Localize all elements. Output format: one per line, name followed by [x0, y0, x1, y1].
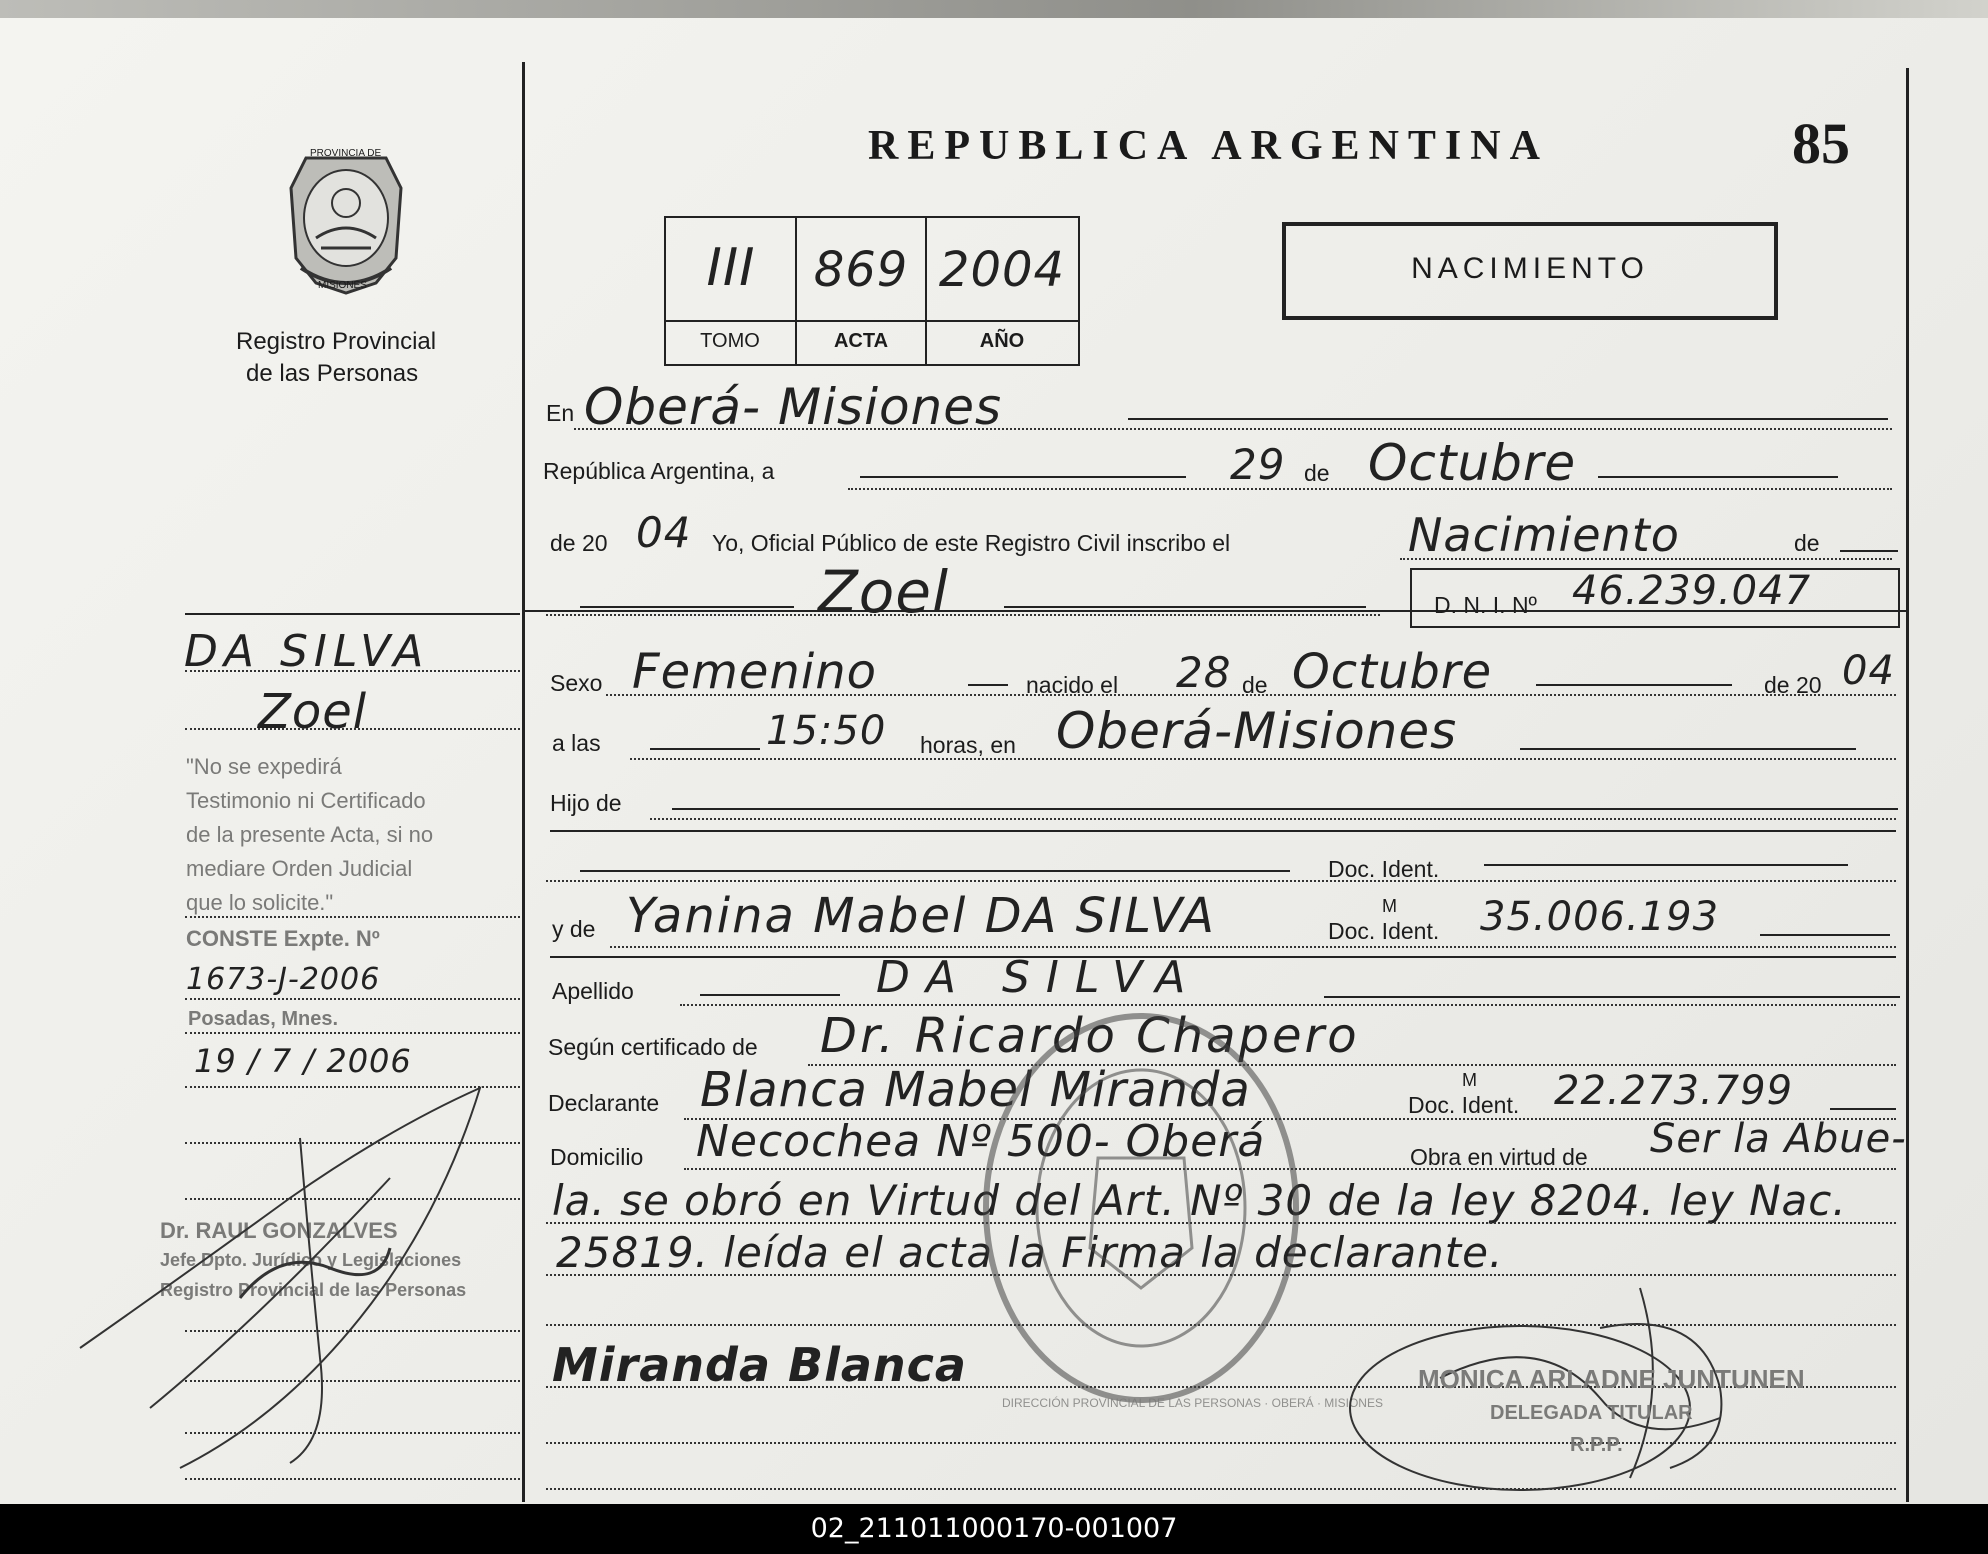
place-value: Oberá- Misiones: [584, 378, 1003, 436]
birth-de-label: de: [1242, 672, 1268, 698]
event-value: Nacimiento: [1408, 508, 1680, 562]
month-value: Octubre: [1368, 434, 1577, 492]
father-doc-value-line: [1484, 864, 1848, 866]
obra-text-2: la. se obró en Virtud del Art. Nº 30 de la ley 8204. ley Nac.: [552, 1176, 1847, 1225]
registry-name-line2: de las Personas: [246, 360, 419, 387]
anio-label: AÑO: [979, 330, 1025, 352]
margin-note-line-4: mediare Orden Judicial: [186, 856, 413, 881]
margin-official-org: Registro Provincial de las Personas: [160, 1280, 467, 1300]
child-name-line-left: [580, 606, 794, 608]
province-seal: [276, 148, 416, 298]
tomo-label: TOMO: [700, 330, 760, 352]
dni-value: 46.239.047: [1572, 568, 1812, 614]
seal-bottom-text: MISIONES: [318, 280, 367, 291]
declarante-doc: 22.273.799: [1554, 1068, 1794, 1114]
sexo-value: Femenino: [632, 644, 877, 700]
apellido-line-left: [700, 994, 840, 996]
dni-label: D. N. I. Nº: [1434, 592, 1537, 618]
day-value: 29: [1230, 440, 1286, 489]
father-line-2: [550, 830, 1896, 832]
margin-expte: 1673-J-2006: [186, 962, 381, 997]
declarante-label: Declarante: [548, 1090, 660, 1116]
margin-official-name: Dr. RAUL GONZALVES: [160, 1218, 398, 1243]
obra-text-1: Ser la Abue-: [1650, 1116, 1907, 1162]
birth-month-line: [1536, 684, 1732, 686]
margin-line-3: [185, 916, 520, 918]
apellido-dots: [680, 1004, 1896, 1006]
margin-surname: DA SILVA: [184, 626, 430, 677]
birth-place: Oberá-Misiones: [1056, 702, 1458, 760]
registry-name-line1: Registro Provincial: [236, 328, 437, 355]
hijo-label: Hijo de: [550, 790, 622, 816]
father-line: [672, 808, 1898, 810]
mother-doc-line: [1760, 934, 1890, 936]
acta-label: ACTA: [833, 330, 889, 352]
record-type: NACIMIENTO: [1411, 252, 1649, 285]
father-dots: [650, 818, 1896, 820]
sexo-dots: [606, 694, 1896, 696]
en-label: En: [546, 400, 575, 426]
right-border: [1906, 68, 1909, 1502]
apellido-value: DA SILVA: [876, 952, 1202, 1003]
yo-text: Yo, Oficial Público de este Registro Civil inscribo el: [712, 530, 1231, 556]
nacido-label: nacido el: [1026, 672, 1119, 698]
republica-dots: [848, 488, 1892, 490]
margin-note-line-1: "No se expedirá: [186, 754, 342, 779]
margin-note-line-5: que lo solicite.": [186, 890, 334, 915]
domicilio-value: Necochea Nº 500- Oberá: [696, 1116, 1266, 1167]
child-name: Zoel: [818, 558, 950, 626]
margin-line-2: [185, 728, 520, 730]
horas-label: horas, en: [920, 732, 1016, 758]
y-de-label: y de: [552, 916, 596, 942]
mother-dots: [610, 946, 1896, 948]
doc-ident-label-3: Doc. Ident.: [1408, 1092, 1520, 1118]
margin-date: 19 / 7 / 2006: [194, 1042, 412, 1080]
apellido-label: Apellido: [552, 978, 634, 1004]
certificate-page: [0, 18, 1988, 1504]
margin-given-name: Zoel: [258, 684, 368, 740]
obra-text-3: 25819. leída el acta la Firma la declarante.: [556, 1228, 1504, 1277]
image-code-bar: [0, 1504, 1988, 1554]
anio-value: 2004: [938, 242, 1066, 298]
page-number: 85: [1792, 111, 1850, 176]
doctor-name: Dr. Ricardo Chapero: [820, 1008, 1360, 1064]
child-name-line-right: [1004, 606, 1366, 608]
event-line: [1840, 550, 1898, 552]
sexo-line: [968, 684, 1008, 686]
declarante-doc-line: [1830, 1108, 1896, 1110]
margin-note-line-2: Testimonio ni Certificado: [186, 788, 426, 813]
republica-label: República Argentina, a: [543, 458, 775, 484]
month-line: [1598, 476, 1838, 478]
father-doc-dots: [546, 880, 1896, 882]
left-column-divider: [522, 62, 525, 1502]
birth-place-line: [1520, 748, 1856, 750]
time-value: 15:50: [766, 708, 887, 754]
declarante-doc-prefix: M: [1462, 1070, 1477, 1090]
mother-doc: 35.006.193: [1480, 894, 1720, 940]
margin-note-line-3: de la presente Acta, si no: [186, 822, 434, 847]
tomo-value: III: [706, 238, 756, 298]
official-signature: [60, 1058, 500, 1478]
birth-de20-label: de 20: [1764, 672, 1822, 698]
doc-ident-label: Doc. Ident.: [1328, 856, 1440, 882]
time-line: [650, 748, 760, 750]
child-name-dots: [546, 614, 1380, 616]
birth-year-suffix: 04: [1842, 648, 1895, 694]
sexo-label: Sexo: [550, 670, 603, 696]
margin-conste: CONSTE Expte. Nº: [186, 926, 380, 951]
mother-doc-prefix: M: [1382, 896, 1397, 916]
year-suffix: 04: [636, 508, 692, 557]
image-code: 02_211011000170-001007: [810, 1513, 1178, 1544]
margin-line-1: [185, 670, 520, 672]
seal-top-text: PROVINCIA DE: [310, 148, 382, 159]
registrar-abbr: R.P.P.: [1570, 1434, 1623, 1456]
margin-header-separator: [185, 613, 520, 615]
mother-underline: [550, 956, 1896, 958]
de-label-2: de: [1794, 530, 1820, 556]
declarante-signature: Miranda Blanca: [552, 1338, 967, 1392]
republica-line: [860, 476, 1186, 478]
declarante-name: Blanca Mabel Miranda: [700, 1062, 1251, 1118]
mother-name: Yanina Mabel DA SILVA: [626, 888, 1216, 944]
birth-day: 28: [1176, 648, 1232, 697]
birth-month: Octubre: [1292, 644, 1493, 700]
de-label: de: [1304, 460, 1330, 486]
father-doc-line: [580, 870, 1290, 872]
margin-line-12: [185, 1478, 520, 1480]
acta-value: 869: [813, 242, 909, 298]
doc-ident-label-2: Doc. Ident.: [1328, 918, 1440, 944]
obra-label: Obra en virtud de: [1410, 1144, 1588, 1170]
event-dots: [1400, 558, 1892, 560]
registrar-name: MONICA ARLADNE JUNTUNEN: [1418, 1364, 1805, 1394]
a-las-label: a las: [552, 730, 601, 756]
de20-label: de 20: [550, 530, 608, 556]
registrar-title: DELEGADA TITULAR: [1490, 1402, 1693, 1424]
registry-stamp: [978, 1008, 1304, 1408]
apellido-line-right: [1324, 996, 1900, 998]
domicilio-label: Domicilio: [550, 1144, 644, 1170]
margin-line-5: [185, 1032, 520, 1034]
country-title: REPUBLICA ARGENTINA: [868, 123, 1549, 169]
birth-place-dots: [630, 758, 1896, 760]
stamp-text: DIRECCIÓN PROVINCIAL DE LAS PERSONAS · OBERÁ · MISIONES: [1002, 1396, 1383, 1410]
margin-line-4: [185, 998, 520, 1000]
ref-label-separator: [664, 320, 1078, 322]
margin-place: Posadas, Mnes.: [188, 1008, 339, 1030]
certificado-label: Según certificado de: [548, 1034, 758, 1060]
place-line: [1128, 418, 1888, 420]
place-dots: [574, 428, 1892, 430]
margin-official-title: Jefe Dpto. Jurídico y Legislaciones: [160, 1250, 462, 1270]
